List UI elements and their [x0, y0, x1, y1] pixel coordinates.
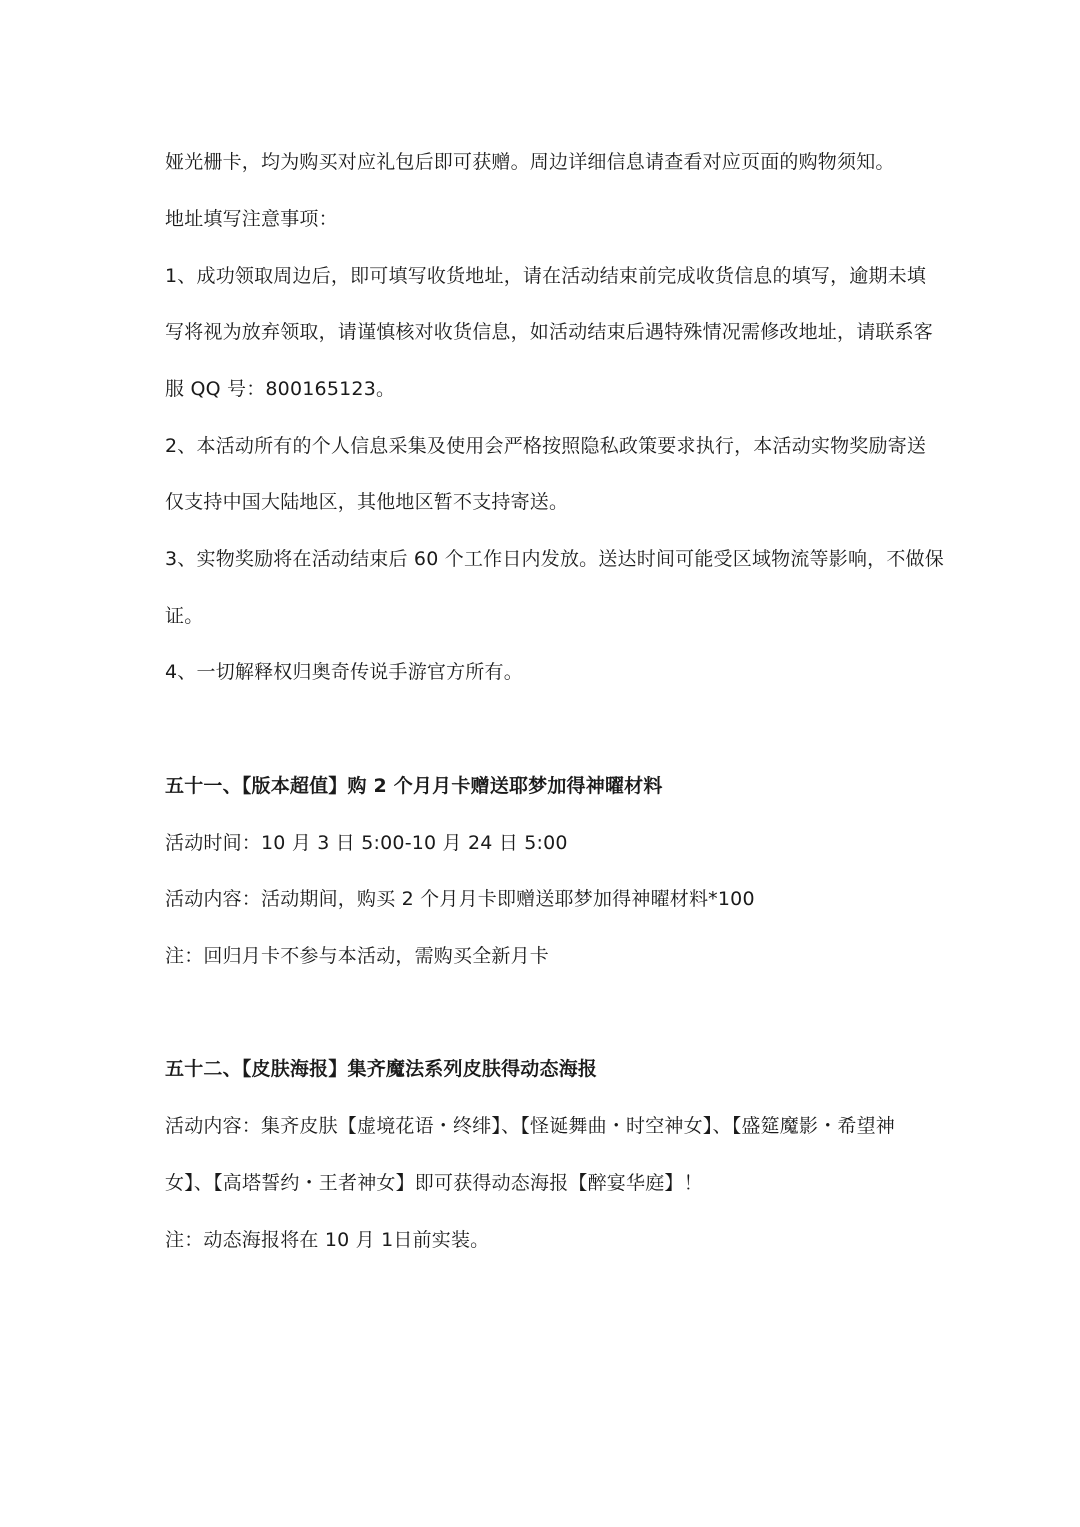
- address-note-1-line-2: 写将视为放弃领取，请谨慎核对收货信息，如活动结束后遇特殊情况需修改地址，请联系客: [165, 321, 934, 343]
- address-note-3-line-2: 证。: [165, 605, 204, 627]
- section-52-content-line-1: 活动内容：集齐皮肤【虚境花语・终绯】、【怪诞舞曲・时空神女】、【盛筵魔影・希望神: [165, 1115, 896, 1137]
- section-51-time: 活动时间：10 月 3 日 5:00-10 月 24 日 5:00: [165, 832, 568, 854]
- section-51-title: 五十一、【版本超值】购 2 个月月卡赠送耶梦加得神曜材料: [165, 775, 663, 797]
- section-51-note: 注：回归月卡不参与本活动，需购买全新月卡: [165, 945, 550, 967]
- intro-text-line: 娅光栅卡，均为购买对应礼包后即可获赠。周边详细信息请查看对应页面的购物须知。: [165, 151, 895, 173]
- address-note-1-line-3: 服 QQ 号：800165123。: [165, 378, 396, 400]
- address-note-4-line-1: 4、一切解释权归奥奇传说手游官方所有。: [165, 661, 523, 683]
- section-52-note: 注：动态海报将在 10 月 1日前实装。: [165, 1229, 490, 1251]
- address-note-1-line-1: 1、成功领取周边后，即可填写收货地址，请在活动结束前完成收货信息的填写，逾期未填: [165, 265, 927, 287]
- address-note-2-line-2: 仅支持中国大陆地区，其他地区暂不支持寄送。: [165, 491, 569, 513]
- section-51-content: 活动内容：活动期间，购买 2 个月月卡即赠送耶梦加得神曜材料*100: [165, 888, 755, 910]
- section-52-content-line-2: 女】、【高塔誓约・王者神女】即可获得动态海报【醉宴华庭】！: [165, 1172, 703, 1194]
- address-note-2-line-1: 2、本活动所有的个人信息采集及使用会严格按照隐私政策要求执行，本活动实物奖励寄送: [165, 435, 927, 457]
- address-note-3-line-1: 3、实物奖励将在活动结束后 60 个工作日内发放。送达时间可能受区域物流等影响，不做保: [165, 548, 944, 570]
- section-52-title: 五十二、【皮肤海报】集齐魔法系列皮肤得动态海报: [165, 1058, 598, 1080]
- address-notes-heading: 地址填写注意事项：: [165, 208, 338, 230]
